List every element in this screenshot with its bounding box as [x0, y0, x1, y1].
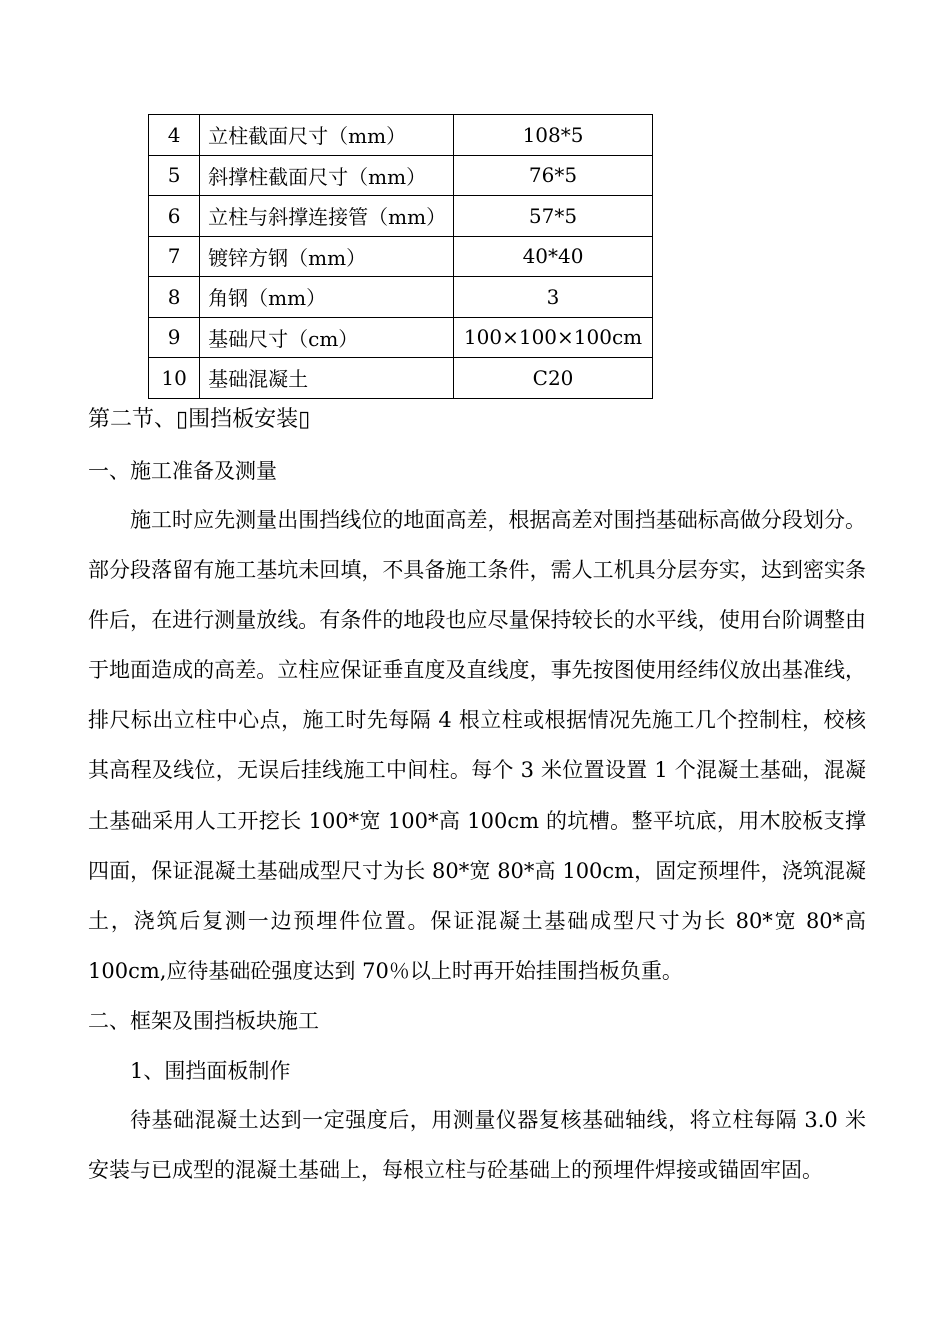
row-item-name: 立柱与斜撑连接管（mm）	[200, 196, 454, 237]
row-item-value: 108*5	[454, 115, 653, 156]
row-number: 8	[149, 277, 200, 318]
table-row	[149, 196, 653, 237]
subsection-title-2-1: 1、围挡面板制作	[130, 1059, 291, 1083]
table-row	[149, 155, 653, 196]
table-row	[149, 358, 653, 399]
row-number: 5	[149, 155, 200, 196]
row-item-value: 40*40	[454, 236, 653, 277]
row-item-value: 76*5	[454, 155, 653, 196]
row-item-name: 立柱截面尺寸（mm）	[200, 115, 454, 156]
row-item-name: 角钢（mm）	[200, 277, 454, 318]
row-item-value: 57*5	[454, 196, 653, 237]
paragraph-panel-fabrication: 待基础混凝土达到一定强度后，用测量仪器复核基础轴线，将立柱每隔 3.0 米安装与已成型的混凝土基础上，每根立柱与砼基础上的预埋件焊接或锚固牢固。	[88, 1108, 866, 1183]
spec-table-body	[149, 115, 653, 399]
row-number: 7	[149, 236, 200, 277]
row-item-value: C20	[454, 358, 653, 399]
subsection-title-2: 二、框架及围挡板块施工	[88, 1009, 319, 1033]
spec-table	[148, 114, 653, 399]
row-item-name: 基础尺寸（cm）	[200, 317, 454, 358]
table-row	[149, 236, 653, 277]
row-number: 4	[149, 115, 200, 156]
row-item-value: 100×100×100cm	[454, 317, 653, 358]
section-title: 第二节、▯围挡板安装▯	[88, 407, 311, 432]
row-item-name: 斜撑柱截面尺寸（mm）	[200, 155, 454, 196]
row-item-name: 基础混凝土	[200, 358, 454, 399]
row-number: 6	[149, 196, 200, 237]
row-item-name: 镀锌方钢（mm）	[200, 236, 454, 277]
table-row	[149, 115, 653, 156]
subsection-title-1: 一、施工准备及测量	[88, 459, 277, 483]
table-row	[149, 277, 653, 318]
row-item-value: 3	[454, 277, 653, 318]
paragraph-construction-prep: 施工时应先测量出围挡线位的地面高差，根据高差对围挡基础标高做分段划分。部分段落留有施工基坑未回填，不具备施工条件，需人工机具分层夯实，达到密实条件后，在进行测量放线。有条件的地段也应尽量保持较长的水平线，使用台阶调整由于地面造成的高差。立柱应保证垂直度及直线度，事先按图使用经纬仪放出基准线，排尺标出立柱中心点，施工时先每隔 4 根立柱或根据情况先施工几个控制柱，校核其高程及线位，无误后挂线施工中间柱。每个 3 米位置设置 1 个混凝土基础，混凝土基础采用人工开挖长 100*宽 100*高 100cm 的坑槽。整平坑底，用木胶板支撑四面，保证混凝土基础成型尺寸为长 80*宽 80*高 100cm，固定预埋件，浇筑混凝土，浇筑后复测一边预埋件位置。保证混凝土基础成型尺寸为长 80*宽 80*高 100cm,应待基础砼强度达到 70％以上时再开始挂围挡板负重。	[88, 508, 866, 983]
table-row	[149, 317, 653, 358]
row-number: 9	[149, 317, 200, 358]
row-number: 10	[149, 358, 200, 399]
